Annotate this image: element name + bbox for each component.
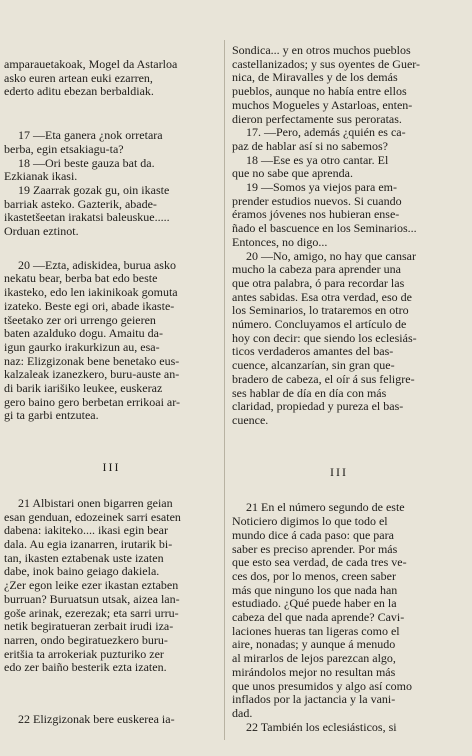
text-line: 18 —Ori beste gauza bat da. [18, 156, 155, 170]
text-line: más que ninguno los que nada han [232, 583, 398, 597]
text-line: narren, ondo begiratuezkero buru- [4, 633, 168, 647]
text-line: que no sabe que aprenda. [232, 167, 353, 181]
text-line: dala. Au egia izanarren, irutarik bi- [4, 537, 173, 551]
column-divider [224, 40, 225, 740]
text-line: ticos verdaderos amantes del bas- [232, 345, 394, 359]
section-heading: III [102, 461, 121, 475]
spanish-column [232, 0, 446, 756]
text-line: que esto sea verdad, de cada tres ve- [232, 556, 407, 570]
text-line: ñado el bascuence en los Seminarios... [232, 222, 417, 236]
text-line: cuence. [232, 413, 269, 427]
text-line: tan, ikasten eztabenak uste izaten [4, 551, 164, 565]
text-line: izateko. Beste egi ori, abade ikaste- [4, 299, 175, 313]
text-line: ederto aditu ebezan berbaldiak. [4, 85, 154, 99]
basque-paragraph-21 [4, 497, 219, 675]
text-line: gi ta garbi entzutea. [4, 409, 99, 423]
text-line: ses hablar de día en día con más [232, 386, 387, 400]
text-line: 17 —Eta ganera ¿nok orretara [18, 129, 163, 143]
text-line: que otra palabra, ó para recordar las [232, 276, 405, 290]
text-line: netik begiratueran zerbait irudi iza- [4, 620, 174, 634]
text-line: gero baino gero berbetan errikoai ar- [4, 395, 181, 409]
text-line: antes sabidas. Esa otra verdad, eso de [232, 290, 412, 304]
spanish-paragraph-20 [232, 250, 446, 428]
text-line: di barik iarišiko leukee, euskeraz [4, 382, 163, 396]
text-line: mirándolos mejor no resultan más [232, 665, 396, 679]
text-line: dieron perfectamente sus peroratas. [232, 112, 402, 126]
text-line: goše arinak, ezerezak; eta sarri urru- [4, 606, 179, 620]
text-line: dad. [232, 706, 253, 720]
text-line: Ezkianak ikasi. [4, 170, 78, 184]
basque-paragraphs-17-19 [4, 129, 219, 239]
text-line: muchos Mogueles y Astarloas, enten- [232, 98, 413, 112]
text-line: dabena: iakiteko.... ikasi egin bear [4, 524, 168, 538]
text-line: número. Concluyamos el artículo de [232, 318, 407, 332]
text-line: ikasteko, edo len iakinikoak gomuta [4, 286, 178, 300]
text-line: nica, de Miravalles y de los demás [232, 71, 398, 85]
text-line: que unos presumidos y algo así como [232, 679, 412, 693]
text-line: aire, nonadas; y aunque á menudo [232, 638, 396, 652]
text-line: 22 Elizgizonak bere euskerea ia- [18, 713, 175, 727]
text-line: 19 —Somos ya viejos para em- [246, 181, 397, 195]
text-line: baten azalduko dogu. Amaitu da- [4, 327, 163, 341]
text-line: Sondica... y en otros muchos pueblos [232, 44, 411, 57]
text-line: pueblos, aunque no había entre ellos [232, 85, 407, 99]
text-line: prender estudios nuevos. Si cuando [232, 194, 402, 208]
text-line: laciones hueras tan ligeras como el [232, 624, 400, 638]
basque-paragraph-20 [4, 259, 219, 423]
basque-paragraph-16-end [4, 58, 219, 99]
text-line: burruan? Buruatsun utsak, aizea lan- [4, 592, 180, 606]
text-line: 21 En el número segundo de este [246, 501, 405, 515]
text-line: Entonces, no digo... [232, 235, 328, 249]
text-line: ikastetšeetan irakatsi baleuskue..... [4, 211, 170, 225]
text-line: paz de hablar así si no sabemos? [232, 139, 388, 153]
text-line: saber es preciso aprender. Por más [232, 542, 398, 556]
spanish-paragraph-16-end [232, 44, 446, 126]
text-line: nekatu bear, berba bat edo beste [4, 272, 158, 286]
text-line: mundo dice á cada paso: que para [232, 528, 394, 542]
text-line: castellanizados; y sus oyentes de Guer- [232, 57, 421, 71]
text-line: esan genduan, edozeinek sarri esaten [4, 510, 181, 524]
text-line: tšeetako zer ori urrengo geieren [4, 313, 156, 327]
text-line: 20 —No, amigo, no hay que cansar [246, 249, 416, 263]
text-line: 19 Zaarrak gozak gu, oin ikaste [18, 183, 170, 197]
text-line: los Seminarios, lo trataremos en otro [232, 304, 409, 318]
text-line: barriak asteko. Gazterik, abade- [4, 197, 157, 211]
text-line: al mirarlos de lejos parezcan algo, [232, 652, 396, 666]
text-line: eritšia ta arrokeriak puzturiko zer [4, 647, 164, 661]
text-line: inflados por la jactancia y la vani- [232, 693, 396, 707]
text-line: asko euren artean euki ezarren, [4, 71, 153, 85]
text-line: ¿Zer egon leike ezer ikastan eztaben [4, 579, 179, 593]
text-line: ces dos, por lo menos, creen saber [232, 569, 396, 583]
text-line: 22 También los eclesiásticos, si [246, 720, 397, 734]
text-line: 21 Albistari onen bigarren geian [18, 496, 173, 510]
text-line: cuence, alcanzarían, sin gran que- [232, 359, 395, 373]
spanish-paragraph-21 [232, 501, 446, 720]
text-line: naz: Elizgizonak bene benetako eus- [4, 354, 180, 368]
text-line: estudiado. ¿Qué puede haber en la [232, 597, 397, 611]
text-line: dabe, inok baino geiago dakiela. [4, 565, 160, 579]
text-line: 17. —Pero, además ¿quién es ca- [246, 126, 406, 140]
text-line: hoy con decir: que siendo los eclesiás- [232, 331, 417, 345]
text-line: Orduan eztinot. [4, 225, 79, 239]
text-line: igun gaurko irakurkizun au, esa- [4, 340, 160, 354]
text-line: edo zer baiño besterik ezta izaten. [4, 661, 167, 675]
text-line: 18 —Ese es ya otro cantar. El [246, 153, 389, 167]
basque-column [4, 0, 219, 756]
text-line: kalzaleak izanezkero, buru-auste an- [4, 368, 180, 382]
section-heading: III [330, 465, 348, 479]
text-line: éramos jóvenes nos hubieran ense- [232, 208, 400, 222]
text-line: amparauetakoak, Mogel da Astarloa [4, 58, 178, 71]
text-line: 20 —Ezta, adiskidea, burua asko [18, 258, 176, 272]
text-line: cabeza del que nada aprende? Cavi- [232, 611, 405, 625]
spanish-paragraphs-17-19 [232, 126, 446, 249]
text-line: bradero de cabeza, el oír á sus feligre- [232, 372, 415, 386]
text-line: berba, egin etsakiagu-ta? [4, 142, 124, 156]
text-line: Noticiero digimos lo que todo el [232, 515, 388, 529]
text-line: mucho la cabeza para aprender una [232, 263, 401, 277]
text-line: claridad, propiedad y pureza el bas- [232, 400, 404, 414]
